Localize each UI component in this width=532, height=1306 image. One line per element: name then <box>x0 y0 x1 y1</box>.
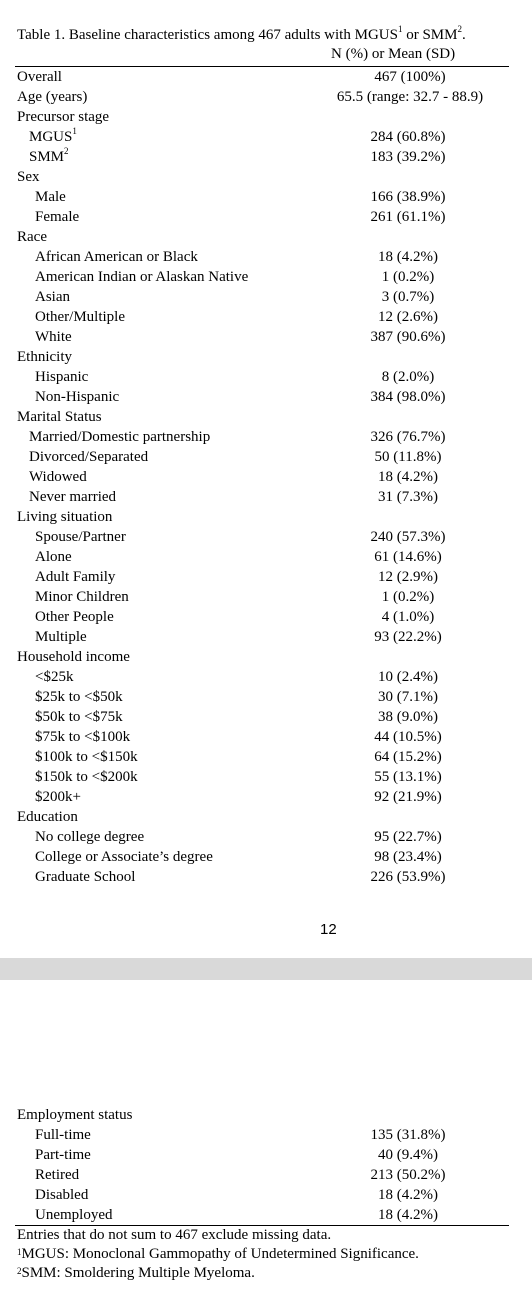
table-row: Retired 213 (50.2%) <box>35 1167 446 1183</box>
table-row: Disabled 18 (4.2%) <box>35 1187 438 1203</box>
table-row: $50k to <$75k 38 (9.0%) <box>35 709 438 725</box>
table-row: College or Associate’s degree 98 (23.4%) <box>35 849 442 865</box>
table-row: Married/Domestic partnership 326 (76.7%) <box>29 429 446 445</box>
column-header: N (%) or Mean (SD) <box>331 46 456 62</box>
table-row: Widowed 18 (4.2%) <box>29 469 438 485</box>
table-row: Full-time 135 (31.8%) <box>35 1127 446 1143</box>
table-row: Age (years) 65.5 (range: 32.7 - 88.9) <box>17 89 484 105</box>
table-row: Living situation <box>17 509 113 525</box>
table-row: Minor Children 1 (0.2%) <box>35 589 435 605</box>
table-row: Graduate School 226 (53.9%) <box>35 869 446 885</box>
table-row: White 387 (90.6%) <box>35 329 446 345</box>
table-row: Adult Family 12 (2.9%) <box>35 569 438 585</box>
table-row: Alone 61 (14.6%) <box>35 549 442 565</box>
table-row: Marital Status <box>17 409 102 425</box>
table-body-continued <box>0 1105 532 1225</box>
table-row: Asian 3 (0.7%) <box>35 289 435 305</box>
table-row: Other People 4 (1.0%) <box>35 609 435 625</box>
table-row: Multiple 93 (22.2%) <box>35 629 442 645</box>
table-row: Female 261 (61.1%) <box>35 209 446 225</box>
table-row: $25k to <$50k 30 (7.1%) <box>35 689 438 705</box>
table-row: Overall 467 (100%) <box>17 69 446 85</box>
table-row: Non-Hispanic 384 (98.0%) <box>35 389 446 405</box>
page-break-divider <box>0 958 532 980</box>
table-caption: Table 1. Baseline characteristics among 467 adults with MGUS$^1$ or SMM$^2$. <box>17 24 466 43</box>
table-row: No college degree 95 (22.7%) <box>35 829 442 845</box>
table-row: Never married 31 (7.3%) <box>29 489 438 505</box>
table-row: Male 166 (38.9%) <box>35 189 446 205</box>
table-row: MGUS$^1$ 284 (60.8%) <box>29 126 446 145</box>
footnote-missing: Entries that do not sum to 467 exclude missing data. <box>17 1227 332 1243</box>
table-row: SMM$^2$ 183 (39.2%) <box>29 146 446 165</box>
table-row: $200k+ 92 (21.9%) <box>35 789 442 805</box>
table-row: Hispanic 8 (2.0%) <box>35 369 435 385</box>
table-row: Unemployed 18 (4.2%) <box>35 1207 438 1223</box>
page-number: 12 <box>320 921 337 938</box>
table-row: American Indian or Alaskan Native 1 (0.2%) <box>35 269 435 285</box>
table-row: Sex <box>17 169 40 185</box>
table-row: Race <box>17 229 47 245</box>
table-footnotes <box>17 1226 419 1283</box>
table-row: <$25k 10 (2.4%) <box>35 669 438 685</box>
table-row: $75k to <$100k 44 (10.5%) <box>35 729 442 745</box>
table-row: Part-time 40 (9.4%) <box>35 1147 438 1163</box>
footnote-2: $^2$SMM: Smoldering Multiple Myeloma. <box>17 1265 255 1281</box>
table-row: Ethnicity <box>17 349 72 365</box>
table-row: African American or Black 18 (4.2%) <box>35 249 438 265</box>
table-row: Other/Multiple 12 (2.6%) <box>35 309 438 325</box>
table-row: Spouse/Partner 240 (57.3%) <box>35 529 446 545</box>
table-row: Education <box>17 809 78 825</box>
footnote-1: $^1$MGUS: Monoclonal Gammopathy of Undetermined Significance. <box>17 1246 419 1262</box>
table-row: Divorced/Separated 50 (11.8%) <box>29 449 442 465</box>
table-row: Household income <box>17 649 130 665</box>
table-row: Precursor stage <box>17 109 110 125</box>
table-row: $150k to <$200k 55 (13.1%) <box>35 769 442 785</box>
table-row: Employment status <box>17 1107 133 1123</box>
table-body <box>0 67 532 887</box>
table-row: $100k to <$150k 64 (15.2%) <box>35 749 442 765</box>
